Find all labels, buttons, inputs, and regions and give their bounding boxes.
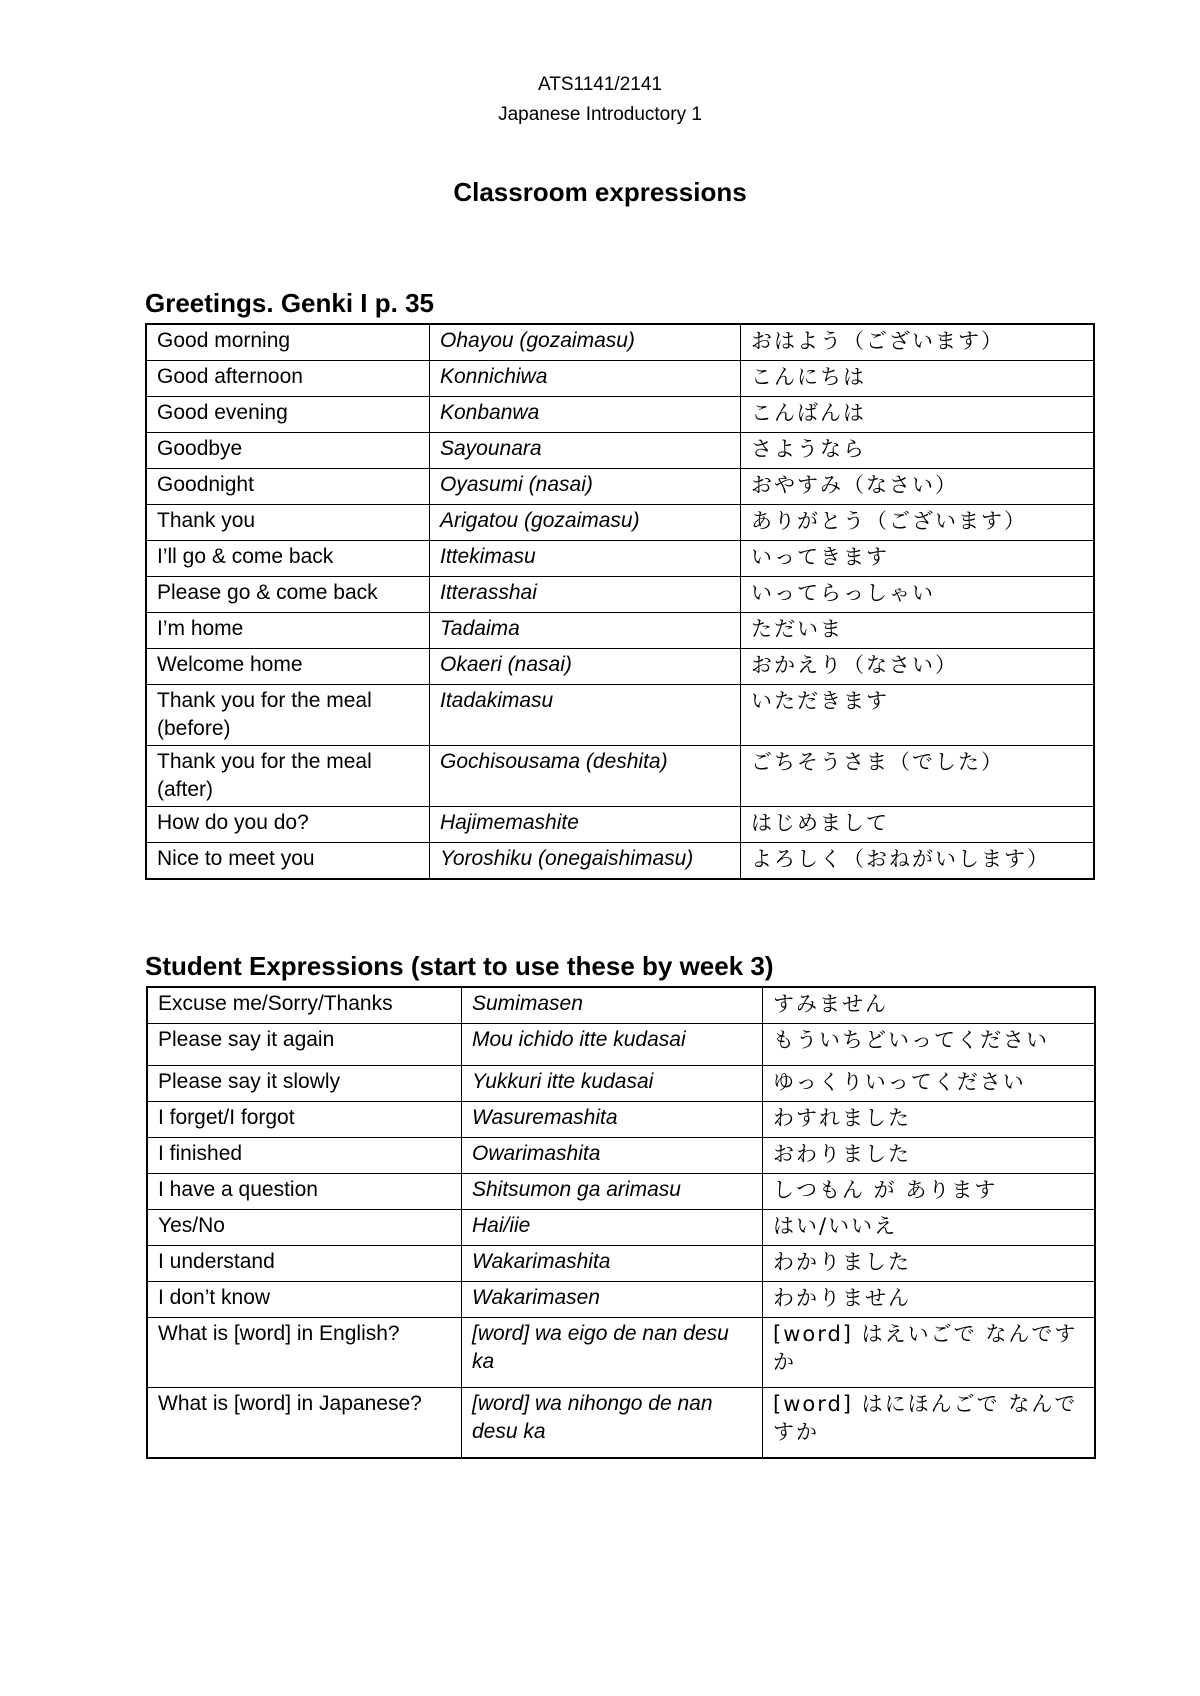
romaji-cell: Itterasshai — [430, 577, 741, 613]
table-row — [147, 987, 1095, 1024]
table-row — [147, 1138, 1095, 1174]
english-cell: Good afternoon — [146, 361, 430, 397]
romaji-cell: [word] wa nihongo de nan desu ka — [462, 1388, 763, 1458]
english-cell: Yes/No — [147, 1210, 462, 1246]
student-expressions-heading: Student Expressions (start to use these by week 3) — [145, 951, 774, 981]
english-cell: How do you do? — [146, 807, 430, 843]
english-cell: I forget/I forgot — [147, 1102, 462, 1138]
table-row — [147, 1318, 1095, 1388]
romaji-cell: Oyasumi (nasai) — [430, 469, 741, 505]
english-cell: Thank you — [146, 505, 430, 541]
japanese-cell: こんにちは — [741, 361, 1095, 397]
romaji-cell: Wakarimashita — [462, 1246, 763, 1282]
romaji-cell: Sayounara — [430, 433, 741, 469]
romaji-cell: [word] wa eigo de nan desu ka — [462, 1318, 763, 1388]
romaji-cell: Owarimashita — [462, 1138, 763, 1174]
english-cell: Nice to meet you — [146, 843, 430, 880]
table-row — [146, 649, 1094, 685]
english-cell: Good evening — [146, 397, 430, 433]
romaji-cell: Okaeri (nasai) — [430, 649, 741, 685]
table-row — [147, 1174, 1095, 1210]
japanese-cell: わかりません — [763, 1282, 1096, 1318]
japanese-cell: ゆっくりいってください — [763, 1066, 1096, 1102]
japanese-cell: さようなら — [741, 433, 1095, 469]
english-cell: I’m home — [146, 613, 430, 649]
japanese-cell: おかえり（なさい） — [741, 649, 1095, 685]
table-row — [146, 397, 1094, 433]
english-cell: I don’t know — [147, 1282, 462, 1318]
table-row — [146, 807, 1094, 843]
table-row — [146, 577, 1094, 613]
romaji-cell: Ohayou (gozaimasu) — [430, 324, 741, 361]
japanese-cell: わすれました — [763, 1102, 1096, 1138]
japanese-cell: ありがとう（ございます） — [741, 505, 1095, 541]
table-row — [147, 1388, 1095, 1458]
japanese-cell: もういちどいってください — [763, 1024, 1096, 1066]
romaji-cell: Itadakimasu — [430, 685, 741, 746]
romaji-cell: Tadaima — [430, 613, 741, 649]
romaji-cell: Hai/iie — [462, 1210, 763, 1246]
table-row — [146, 685, 1094, 746]
english-cell: I understand — [147, 1246, 462, 1282]
japanese-cell: ごちそうさま（でした） — [741, 746, 1095, 807]
table-row — [146, 541, 1094, 577]
english-cell: I have a question — [147, 1174, 462, 1210]
english-cell: Please say it again — [147, 1024, 462, 1066]
japanese-cell: いただきます — [741, 685, 1095, 746]
table-row — [146, 361, 1094, 397]
english-cell: Please say it slowly — [147, 1066, 462, 1102]
japanese-cell: おやすみ（なさい） — [741, 469, 1095, 505]
table-row — [146, 433, 1094, 469]
japanese-cell: すみません — [763, 987, 1096, 1024]
table-row — [146, 613, 1094, 649]
english-cell: Goodbye — [146, 433, 430, 469]
course-name: Japanese Introductory 1 — [498, 104, 702, 125]
japanese-cell: よろしく（おねがいします） — [741, 843, 1095, 880]
english-cell: What is [word] in English? — [147, 1318, 462, 1388]
table-row — [147, 1066, 1095, 1102]
english-cell: Good morning — [146, 324, 430, 361]
romaji-cell: Wakarimasen — [462, 1282, 763, 1318]
japanese-cell: ただいま — [741, 613, 1095, 649]
english-cell: Thank you for the meal (before) — [146, 685, 430, 746]
japanese-cell: はい/いいえ — [763, 1210, 1096, 1246]
romaji-cell: Konbanwa — [430, 397, 741, 433]
document-header — [0, 70, 1200, 130]
japanese-cell: はじめまして — [741, 807, 1095, 843]
romaji-cell: Gochisousama (deshita) — [430, 746, 741, 807]
table-row — [146, 324, 1094, 361]
english-cell: I finished — [147, 1138, 462, 1174]
japanese-cell: おはよう（ございます） — [741, 324, 1095, 361]
table-row — [147, 1210, 1095, 1246]
greetings-table — [145, 323, 1095, 880]
table-row — [146, 746, 1094, 807]
student-expressions-table — [146, 986, 1096, 1459]
romaji-cell: Arigatou (gozaimasu) — [430, 505, 741, 541]
table-row — [147, 1024, 1095, 1066]
romaji-cell: Mou ichido itte kudasai — [462, 1024, 763, 1066]
romaji-cell: Yoroshiku (onegaishimasu) — [430, 843, 741, 880]
table-row — [147, 1246, 1095, 1282]
table-row — [146, 505, 1094, 541]
english-cell: Excuse me/Sorry/Thanks — [147, 987, 462, 1024]
japanese-cell: こんばんは — [741, 397, 1095, 433]
table-row — [147, 1102, 1095, 1138]
table-row — [147, 1282, 1095, 1318]
romaji-cell: Yukkuri itte kudasai — [462, 1066, 763, 1102]
romaji-cell: Shitsumon ga arimasu — [462, 1174, 763, 1210]
english-cell: Thank you for the meal (after) — [146, 746, 430, 807]
english-cell: Welcome home — [146, 649, 430, 685]
japanese-cell: いってらっしゃい — [741, 577, 1095, 613]
english-cell: What is [word] in Japanese? — [147, 1388, 462, 1458]
japanese-cell: わかりました — [763, 1246, 1096, 1282]
table-row — [146, 843, 1094, 880]
course-code: ATS1141/2141 — [538, 74, 662, 95]
japanese-cell: いってきます — [741, 541, 1095, 577]
japanese-cell: [word] はにほんごで なんですか — [763, 1388, 1096, 1458]
english-cell: Goodnight — [146, 469, 430, 505]
english-cell: Please go & come back — [146, 577, 430, 613]
japanese-cell: [word] はえいごで なんですか — [763, 1318, 1096, 1388]
romaji-cell: Wasuremashita — [462, 1102, 763, 1138]
english-cell: I’ll go & come back — [146, 541, 430, 577]
romaji-cell: Ittekimasu — [430, 541, 741, 577]
romaji-cell: Konnichiwa — [430, 361, 741, 397]
japanese-cell: おわりました — [763, 1138, 1096, 1174]
romaji-cell: Hajimemashite — [430, 807, 741, 843]
page-title: Classroom expressions — [453, 177, 747, 207]
greetings-heading: Greetings. Genki I p. 35 — [145, 288, 434, 318]
romaji-cell: Sumimasen — [462, 987, 763, 1024]
japanese-cell: しつもん が あります — [763, 1174, 1096, 1210]
table-row — [146, 469, 1094, 505]
